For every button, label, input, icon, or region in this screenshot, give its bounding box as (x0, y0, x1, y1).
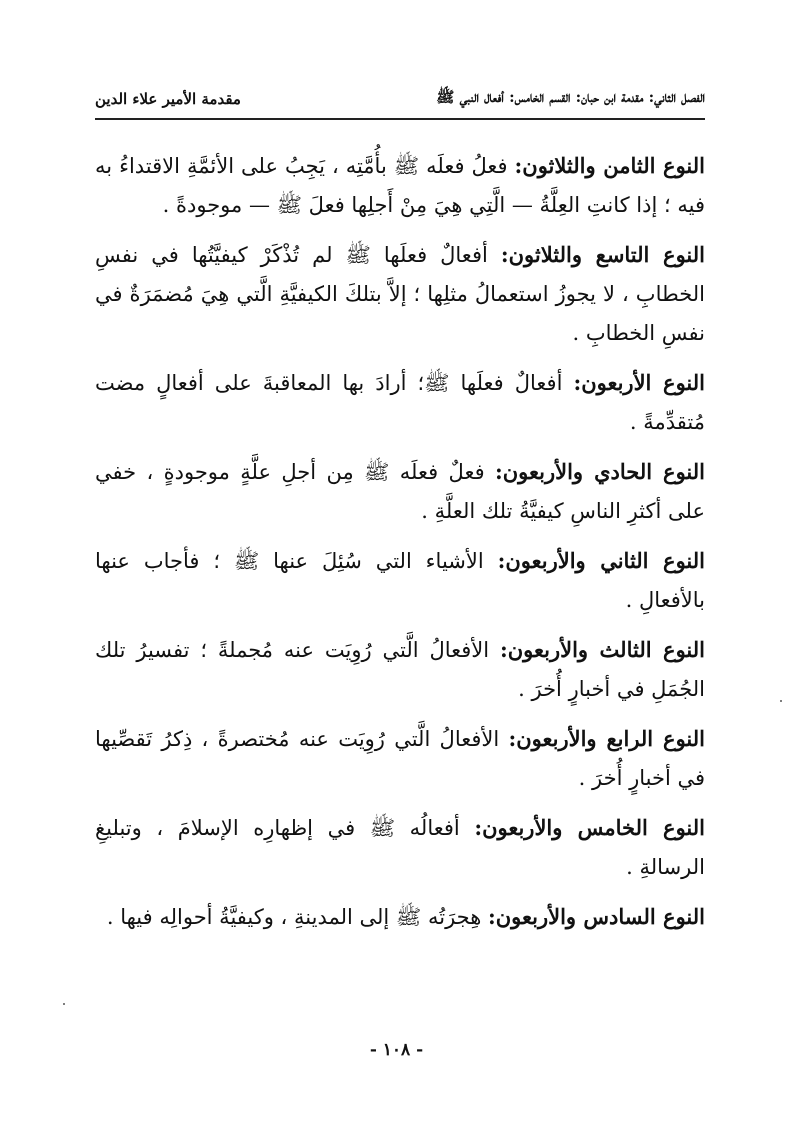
type-heading: النوع الثاني والأربعون: (497, 548, 705, 573)
type-heading: النوع السادس والأربعون: (487, 904, 705, 929)
type-text: الأفعالُ الَّتي رُوِيَت عنه مُختصرةً ، ذِكرُ تَقصِّيها في أخبارٍ أُخرَ . (95, 727, 705, 790)
paragraph-type-38 (95, 146, 705, 225)
type-text: فعلُ فعلَه ﷺ بأُمَّتِه ، يَجِبُ على الأئمَّةِ الاقتداءُ به فيه ؛ إذا كانتِ العِلَّةُ — الَّتِي هِيَ مِنْ أَجلِها فعلَ ﷺ — موجودةً . (95, 154, 705, 217)
paragraph-type-39 (95, 235, 705, 353)
type-heading: النوع الثالث والأربعون: (499, 637, 705, 662)
page-body (95, 146, 705, 947)
type-text: أفعالُه ﷺ في إظهارِه الإسلامَ ، وتبليغِ الرسالةِ . (95, 816, 705, 879)
chapter-title: الفصل الثاني: مقدمة ابن حبان: القسم الخامس: أفعال النبي ﷺ (436, 88, 705, 106)
paragraph-type-41 (95, 452, 705, 531)
type-text: أفعالٌ فعلَها ﷺ لم تُذْكَرْ كيفيَّتُها في نفسِ الخطابِ ، لا يجوزُ استعمالُ مثلِها ؛ إلاَّ بتلكَ الكيفيَّةِ الَّتي هِيَ مُضمَرَةٌ في نفسِ الخطابِ . (95, 243, 705, 345)
header-divider (95, 118, 705, 120)
scan-speck (63, 1003, 65, 1005)
type-text: أفعالٌ فعلَها ﷺ؛ أرادَ بها المعاقبةَ على أفعالٍ مضت مُتقدِّمةً . (95, 371, 705, 434)
paragraph-type-45 (95, 808, 705, 887)
type-text: فعلٌ فعلَه ﷺ مِن أجلِ علَّةٍ موجودةٍ ، خفي على أكثرِ الناسِ كيفيَّةُ تلك العلَّةِ . (95, 460, 705, 523)
paragraph-type-42 (95, 541, 705, 620)
type-heading: النوع الأربعون: (573, 370, 705, 395)
paragraph-type-43 (95, 630, 705, 709)
type-heading: النوع الحادي والأربعون: (494, 459, 706, 484)
type-heading: النوع الرابع والأربعون: (508, 726, 705, 751)
type-text: الأفعالُ الَّتي رُوِيَت عنه مُجملةً ؛ تفسيرُ تلك الجُمَلِ في أخبارٍ أُخرَ . (95, 638, 705, 701)
type-text: هِجرَتُه ﷺ إلى المدينةِ ، وكيفيَّةُ أحوالِه فيها . (106, 905, 488, 929)
book-title: مقدمة الأمير علاء الدين (95, 90, 241, 108)
type-heading: النوع الثامن والثلاثون: (514, 153, 705, 178)
running-header (95, 86, 705, 112)
paragraph-type-46 (95, 897, 705, 937)
paragraph-type-40 (95, 363, 705, 442)
paragraph-type-44 (95, 719, 705, 798)
type-heading: النوع التاسع والثلاثون: (500, 242, 706, 267)
page-number: - ١٠٨ - (369, 1040, 424, 1060)
type-text: الأشياء التي سُئِلَ عنها ﷺ ؛ فأجاب عنها بالأفعالِ . (95, 549, 705, 612)
type-heading: النوع الخامس والأربعون: (474, 815, 705, 840)
scan-speck (780, 700, 782, 702)
